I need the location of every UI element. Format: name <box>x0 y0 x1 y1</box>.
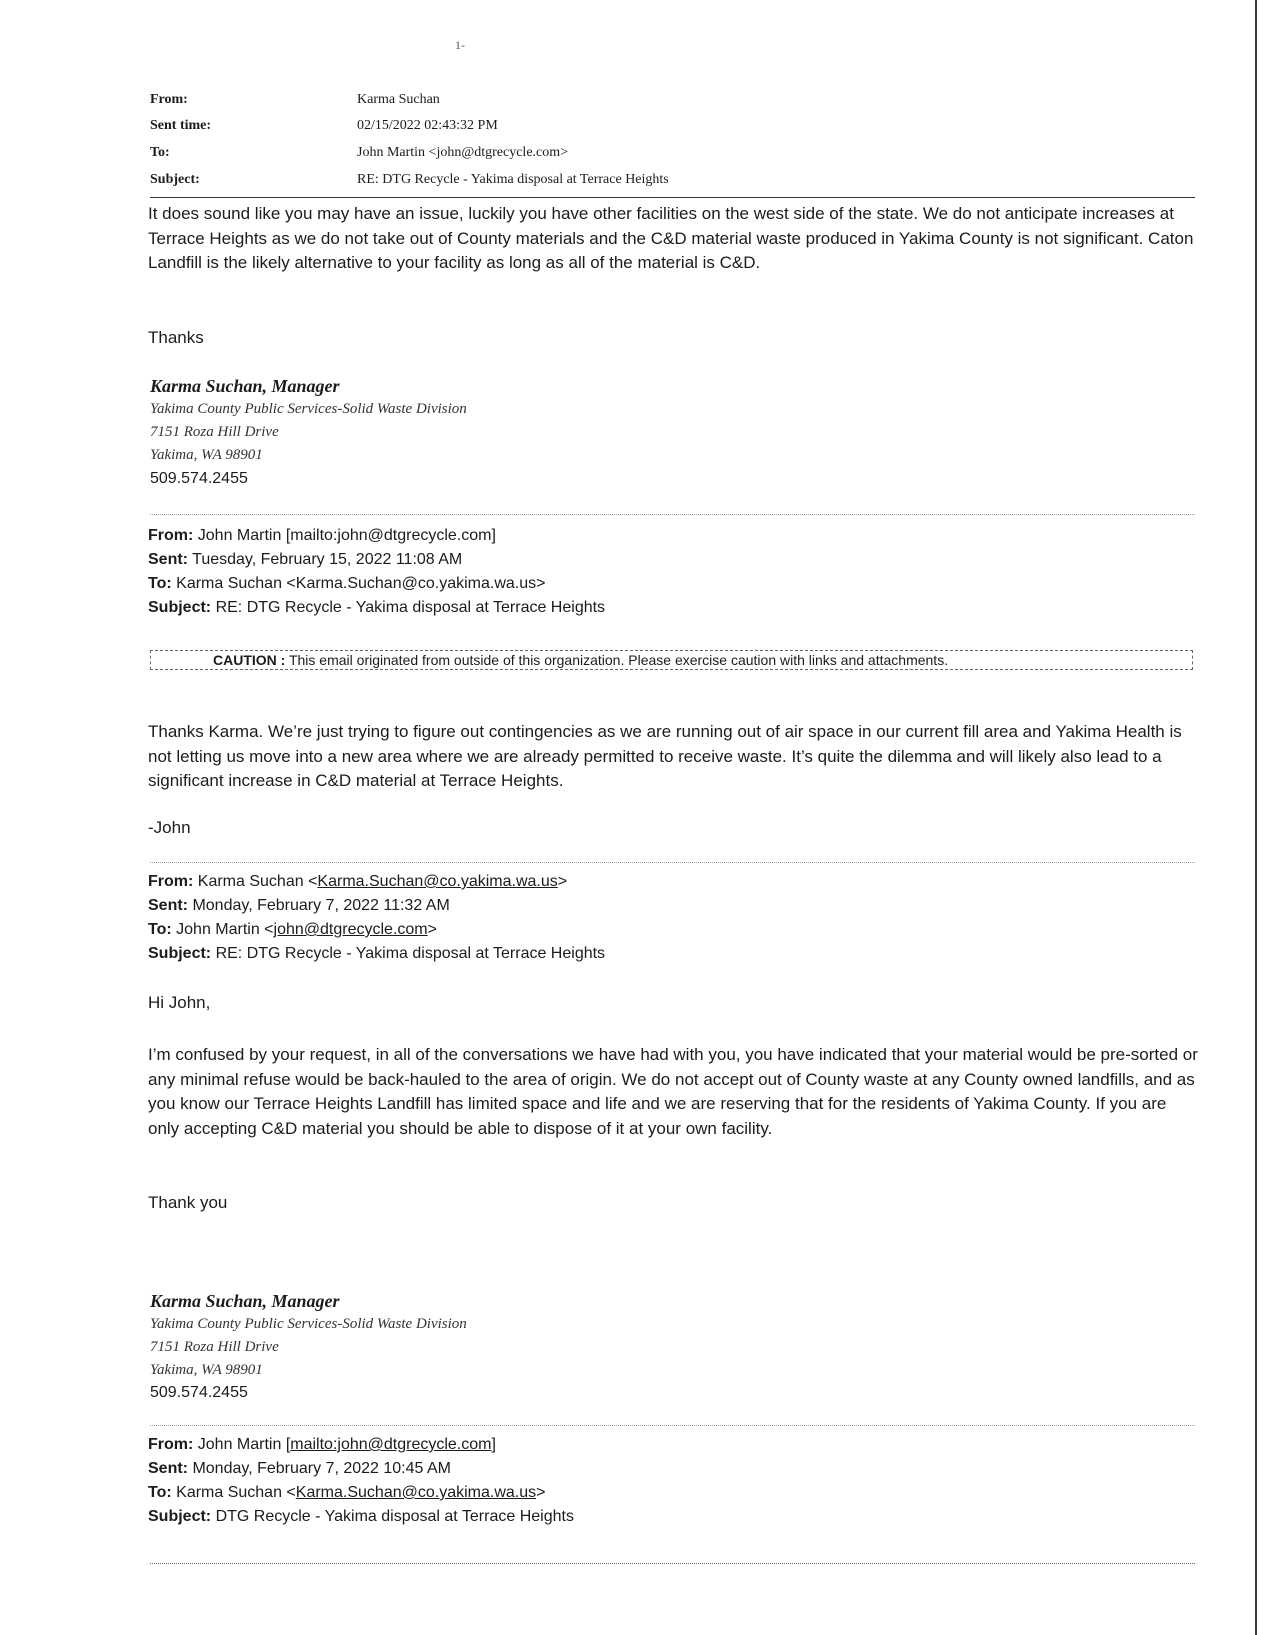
from-email-link[interactable]: Karma.Suchan@co.yakima.wa.us <box>317 873 558 890</box>
meta-subject: Subject: RE: DTG Recycle - Yakima disposal at Terrace Heights <box>148 945 606 962</box>
page-mark: 1- <box>455 38 465 52</box>
dotted-divider <box>150 1425 1195 1426</box>
meta-sent: Sent: Tuesday, February 15, 2022 11:08 AM <box>148 551 463 568</box>
mailto-link[interactable]: mailto:john@dtgrecycle.com <box>290 1436 492 1453</box>
meta-from: From: John Martin [mailto:john@dtgrecycle.com] <box>148 527 496 544</box>
signature-city: Yakima, WA 98901 <box>150 1362 263 1378</box>
meta-to: To: Karma Suchan <Karma.Suchan@co.yakima.wa.us> <box>148 1484 546 1501</box>
meta-sent: Sent: Monday, February 7, 2022 11:32 AM <box>148 897 450 914</box>
email2-body: Thanks Karma. We’re just trying to figure out contingencies as we are running out of air space in our current fill area and Yakima Health is not letting us move into a new area where we are already permitted to receive waste. It’s quite the dilemma and will likely also lead to a significant increase in C&D material at Terrace Heights. <box>148 722 1182 790</box>
sent-label: Sent time: <box>150 118 212 133</box>
subject-value: RE: DTG Recycle - Yakima disposal at Terrace Heights <box>357 172 669 187</box>
to-email-link[interactable]: Karma.Suchan@co.yakima.wa.us <box>295 1484 537 1501</box>
page-edge <box>1255 0 1257 1635</box>
dotted-divider <box>150 862 1195 863</box>
meta-to: To: Karma Suchan <Karma.Suchan@co.yakima.wa.us> <box>148 575 546 592</box>
dotted-divider <box>150 1563 1195 1564</box>
subject-label: Subject: <box>150 172 200 187</box>
to-label: To: <box>150 145 170 160</box>
signature-address: 7151 Roza Hill Drive <box>150 424 279 440</box>
dotted-divider <box>150 514 1195 515</box>
email1-body: It does sound like you may have an issue, luckily you have other facilities on the west side of the state. We do not anticipate increases at Terrace Heights as we do not take out of County materials and the C&D material waste produced in Yakima County is not significant. Caton Landfill is the likely alternative to your facility as long as all of the material is C&D. <box>148 204 1194 272</box>
email3-greeting: Hi John, <box>148 993 211 1012</box>
email3-body: I’m confused by your request, in all of the conversations we have had with you, you have indicated that your material would be pre-sorted or any minimal refuse would be back-hauled to the area of origin. We do not accept out of County waste at any County owned landfills, and as you know our Terrace Heights Landfill has limited space and life and we are reserving that for the residents of Yakima County. If you are only accepting C&D material you should be able to dispose of it at your own facility. <box>148 1045 1198 1138</box>
signature-org: Yakima County Public Services-Solid Waste Division <box>150 401 467 417</box>
signature-phone: 509.574.2455 <box>150 470 248 487</box>
header-divider <box>150 197 1195 198</box>
signature-org: Yakima County Public Services-Solid Waste Division <box>150 1316 467 1332</box>
from-value: Karma Suchan <box>357 92 440 107</box>
signature-address: 7151 Roza Hill Drive <box>150 1339 279 1355</box>
meta-from: From: John Martin [mailto:john@dtgrecycle.com] <box>148 1436 496 1453</box>
meta-subject: Subject: RE: DTG Recycle - Yakima disposal at Terrace Heights <box>148 599 606 616</box>
email3-closing: Thank you <box>148 1193 228 1212</box>
to-value: John Martin <john@dtgrecycle.com> <box>357 145 569 160</box>
from-label: From: <box>150 92 188 107</box>
email2-sign: -John <box>148 818 191 837</box>
meta-from: From: Karma Suchan <Karma.Suchan@co.yakima.wa.us> <box>148 873 568 890</box>
sent-value: 02/15/2022 02:43:32 PM <box>357 118 498 133</box>
meta-sent: Sent: Monday, February 7, 2022 10:45 AM <box>148 1460 451 1477</box>
signature-name: Karma Suchan, Manager <box>150 376 340 396</box>
signature-phone: 509.574.2455 <box>150 1384 248 1401</box>
caution-label: CAUTION : <box>213 652 286 668</box>
to-email-link[interactable]: john@dtgrecycle.com <box>273 921 428 938</box>
caution-banner <box>150 650 1193 670</box>
signature-name: Karma Suchan, Manager <box>150 1291 340 1311</box>
meta-subject: Subject: DTG Recycle - Yakima disposal at Terrace Heights <box>148 1508 574 1525</box>
meta-to: To: John Martin <john@dtgrecycle.com> <box>148 921 437 938</box>
caution-text: This email originated from outside of this organization. Please exercise caution with links and attachments. <box>288 652 949 668</box>
signature-city: Yakima, WA 98901 <box>150 447 263 463</box>
email1-closing: Thanks <box>148 328 204 347</box>
